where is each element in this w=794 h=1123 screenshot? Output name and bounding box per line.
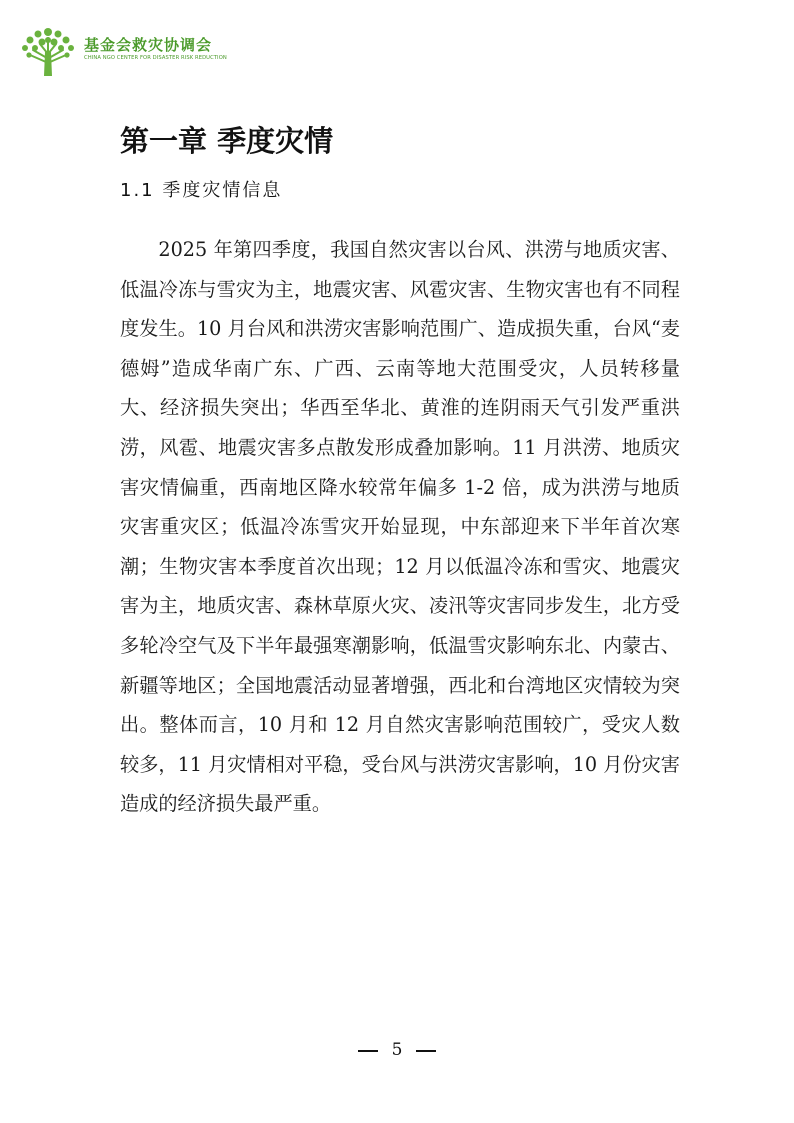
- body-paragraph: 2025 年第四季度，我国自然灾害以台风、洪涝与地质灾害、低温冷冻与雪灾为主，地震灾害、风雹灾害、生物灾害也有不同程度发生。10 月台风和洪涝灾害影响范围广、造成损失重，台风“麦德姆”造成华南广东、广西、云南等地大范围受灾，人员转移量大、经济损失突出；华西至华北、黄淮的连阴雨天气引发严重洪涝，风雹、地震灾害多点散发形成叠加影响。11 月洪涝、地质灾害灾情偏重，西南地区降水较常年偏多 1-2 倍，成为洪涝与地质灾害重灾区；低温冷冻雪灾开始显现，中东部迎来下半年首次寒潮；生物灾害本季度首次出现；12 月以低温冷冻和雪灾、地震灾害为主，地质灾害、森林草原火灾、凌汛等灾害同步发生，北方受多轮冷空气及下半年最强寒潮影响，低温雪灾影响东北、内蒙古、新疆等地区；全国地震活动显著增强，西北和台湾地区灾情较为突出。整体而言，10 月和 12 月自然灾害影响范围较广，受灾人数较多，11 月灾情相对平稳，受台风与洪涝灾害影响，10 月份灾害造成的经济损失最严重。: [120, 238, 680, 816]
- org-name-cn: 基金会救灾协调会: [84, 36, 213, 54]
- page-number: 5: [391, 1040, 403, 1060]
- page-dash-left: [358, 1050, 378, 1052]
- page-dash-right: [416, 1050, 436, 1052]
- tree-icon: [18, 22, 78, 78]
- page-footer: [0, 1040, 794, 1060]
- org-logo: [18, 22, 227, 78]
- section-title: 1.1 季度灾情信息: [120, 180, 283, 201]
- org-name-en: CHINA NGO CENTER FOR DISASTER RISK REDUCTION: [84, 55, 227, 61]
- chapter-title: 第一章 季度灾情: [120, 124, 334, 159]
